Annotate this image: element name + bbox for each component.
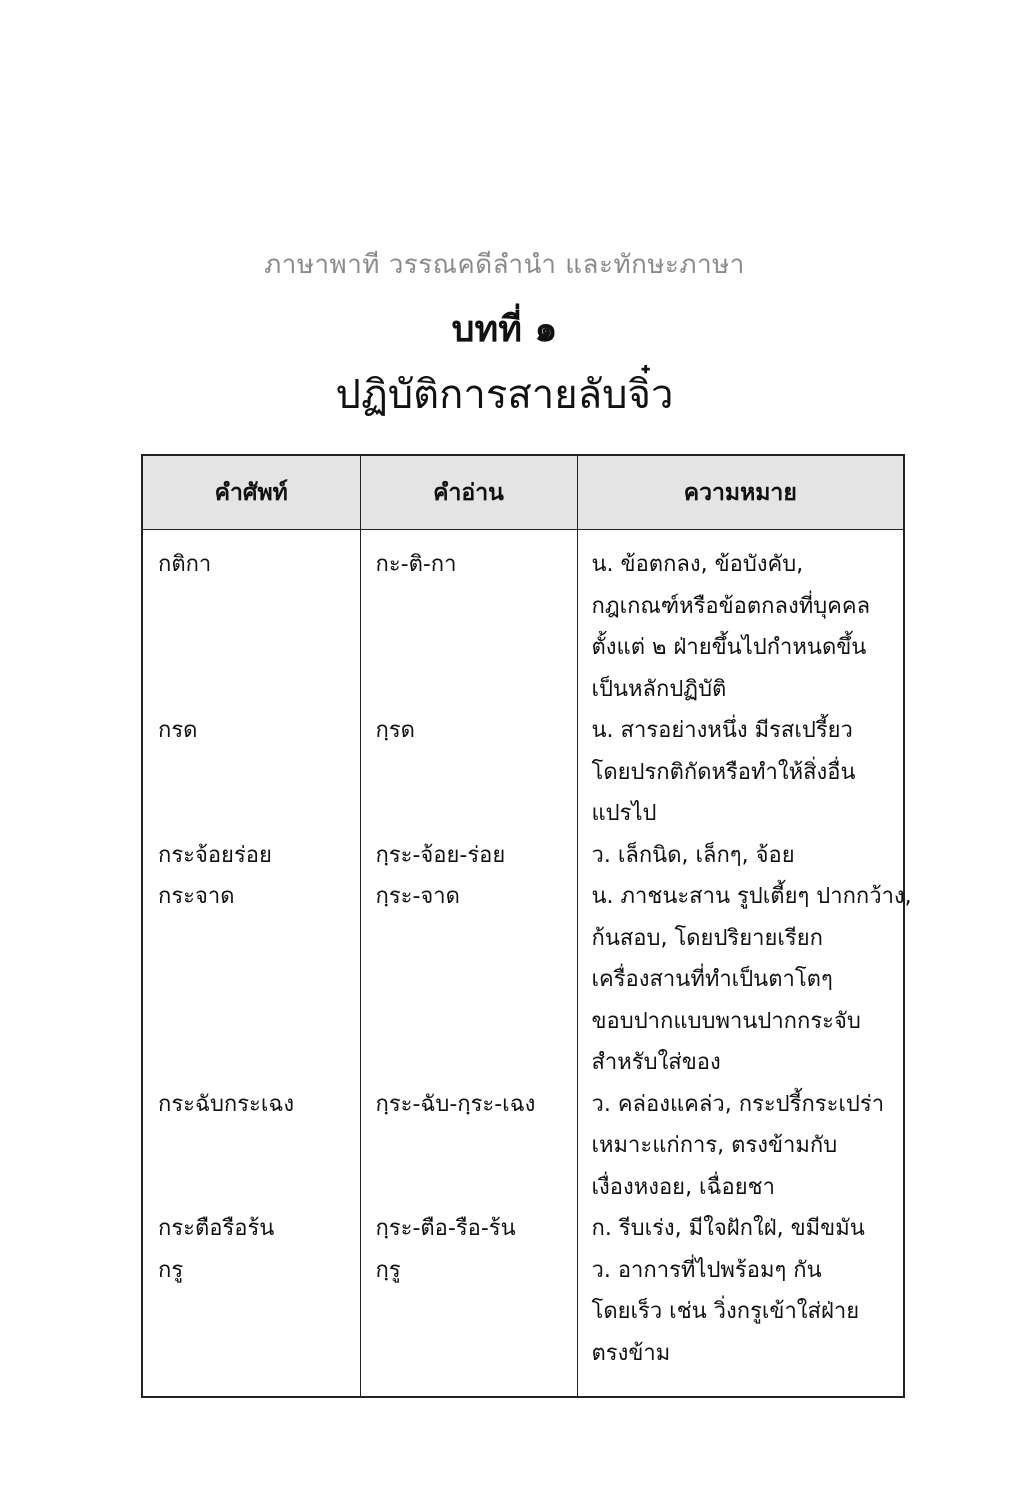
- meaning-line: ตั้งแต่ ๒ ฝ่ายขึ้นไปกำหนดขึ้น: [591, 635, 867, 660]
- header-word: คำศัพท์: [142, 455, 360, 530]
- word-cell: กติกา: [142, 530, 360, 711]
- word-cell: กรู: [142, 1250, 360, 1398]
- reading-cell: กฺระ-จ้อย-ร่อย: [360, 835, 577, 877]
- meaning-line: โดยเร็ว เช่น วิ่งกรูเข้าใส่ฝ่าย: [591, 1299, 860, 1324]
- table-row: [142, 835, 904, 877]
- meaning-line: ว. เล็กนิด, เล็กๆ, จ้อย: [591, 842, 795, 868]
- meaning-line: ก้นสอบ, โดยปริยายเรียก: [591, 925, 823, 951]
- meaning-cell: [577, 1250, 904, 1398]
- meaning-line: ก. รีบเร่ง, มีใจฝักใฝ่, ขมีขมัน: [591, 1216, 865, 1241]
- table-row: [142, 1250, 904, 1398]
- meaning-line: สำหรับใส่ของ: [591, 1050, 721, 1075]
- table-header-row: [142, 455, 904, 530]
- meaning-line: เงื่องหงอย, เฉื่อยชา: [591, 1174, 775, 1200]
- word-cell: กระจาด: [142, 876, 360, 1084]
- meaning-line: ว. คล่องแคล่ว, กระปรี้กระเปร่า: [591, 1091, 885, 1117]
- meaning-line: น. ข้อตกลง, ข้อบังคับ,: [591, 552, 804, 577]
- meaning-line: ว. อาการที่ไปพร้อมๆ กัน: [591, 1257, 822, 1283]
- meaning-cell: [577, 710, 904, 835]
- table-row: [142, 876, 904, 1084]
- meaning-line: น. สารอย่างหนึ่ง มีรสเปรี้ยว: [591, 718, 853, 743]
- vocabulary-table: [141, 454, 912, 1398]
- meaning-line: น. ภาชนะสาน รูปเตี้ยๆ ปากกว้าง,: [591, 884, 912, 909]
- meaning-line: เครื่องสานที่ทำเป็นตาโตๆ: [591, 967, 833, 992]
- meaning-cell: [577, 530, 904, 711]
- reading-cell: กฺระ-ฉับ-กฺระ-เฉง: [360, 1084, 577, 1209]
- meaning-cell: [577, 876, 912, 1084]
- reading-cell: กฺรด: [360, 710, 577, 835]
- reading-cell: กะ-ติ-กา: [360, 530, 577, 711]
- meaning-line: ขอบปากแบบพานปากกระจับ: [591, 1008, 861, 1034]
- meaning-line: แปรไป: [591, 801, 657, 826]
- word-cell: กรด: [142, 710, 360, 835]
- meaning-cell: [577, 835, 904, 877]
- meaning-cell: [577, 1208, 904, 1250]
- reading-cell: กฺระ-จาด: [360, 876, 577, 1084]
- meaning-line: กฎเกณฑ์หรือข้อตกลงที่บุคคล: [591, 593, 871, 619]
- header-reading: คำอ่าน: [360, 455, 577, 530]
- table-row: [142, 530, 904, 711]
- chapter-number: บทที่ ๑: [451, 309, 558, 350]
- word-cell: กระตือรือร้น: [142, 1208, 360, 1250]
- meaning-line: โดยปรกติกัดหรือทำให้สิ่งอื่น: [591, 759, 856, 785]
- table-row: [142, 710, 904, 835]
- header-meaning: ความหมาย: [577, 455, 904, 530]
- meaning-line: ตรงข้าม: [591, 1340, 671, 1366]
- reading-cell: กฺระ-ตือ-รือ-ร้น: [360, 1208, 577, 1250]
- chapter-title: ปฏิบัติการสายลับจิ๋ว: [335, 372, 674, 418]
- table-row: [142, 1208, 904, 1250]
- reading-cell: กฺรู: [360, 1250, 577, 1398]
- running-head: ภาษาพาที วรรณคดีลำนำ และทักษะภาษา: [264, 250, 745, 280]
- word-cell: กระฉับกระเฉง: [142, 1084, 360, 1209]
- table-row: [142, 1084, 904, 1209]
- meaning-cell: [577, 1084, 904, 1209]
- word-cell: กระจ้อยร่อย: [142, 835, 360, 877]
- meaning-line: เหมาะแก่การ, ตรงข้ามกับ: [591, 1133, 838, 1158]
- meaning-line: เป็นหลักปฏิบัติ: [591, 676, 727, 702]
